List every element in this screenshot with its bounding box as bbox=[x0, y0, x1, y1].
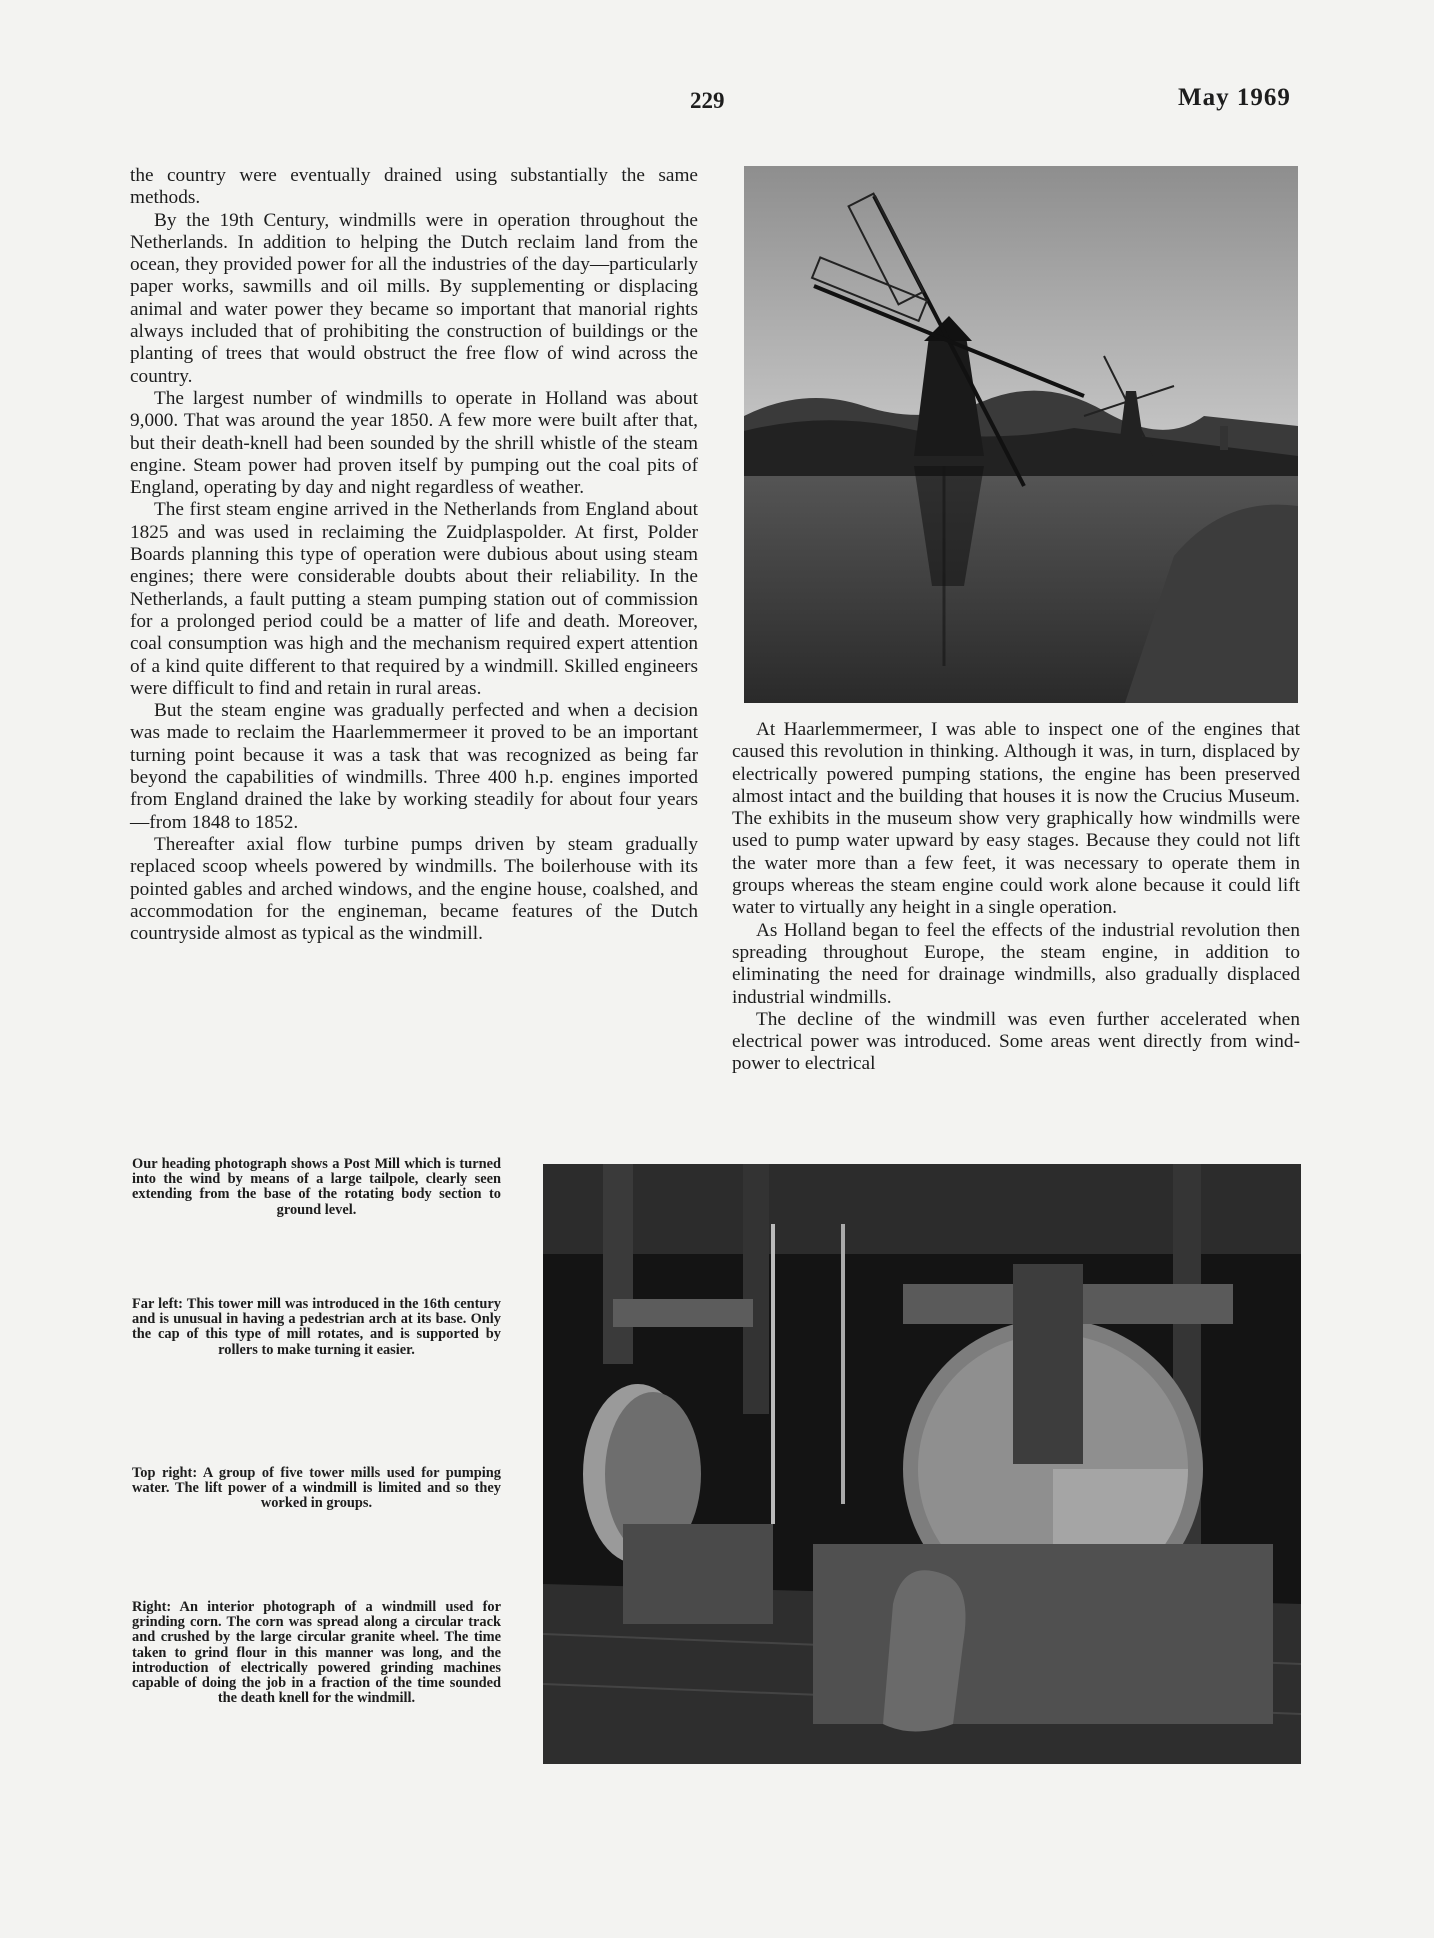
paragraph: As Holland began to feel the effects of the industrial revolution then spreading throughout Europe, the steam engine, in addition to eliminating the need for drainage windmills, also gradually displaced industrial windmills. bbox=[732, 919, 1300, 1008]
caption-right: Right: An interior photograph of a windmill used for grinding corn. The corn was spread along a circular track and crushed by the large circular granite wheel. The time taken to grind flour in this manner was long, and the introduction of electrically powered grinding machines capable of doing the job in a fraction of the time sounded the death knell for the windmill. bbox=[132, 1599, 501, 1707]
paragraph: The decline of the windmill was even further accelerated when electrical power was introduced. Some areas went directly from wind-power to electrical bbox=[732, 1008, 1300, 1075]
paragraph: Thereafter axial flow turbine pumps driven by steam gradually replaced scoop wheels powered by windmills. The boilerhouse with its pointed gables and arched windows, and the engine house, coalshed, and accommodation for the engineman, became features of the Dutch countryside almost as typical as the windmill. bbox=[130, 833, 698, 945]
caption-far-left: Far left: This tower mill was introduced in the 16th century and is unusual in having a pedestrian arch at its base. Only the cap of this type of mill rotates, and is supported by rollers to make turning it easier. bbox=[132, 1296, 501, 1358]
paragraph: But the steam engine was gradually perfected and when a decision was made to reclaim the Haarlemmermeer it proved to be an important turning point because it was a task that was recognized as being far beyond the capabilities of windmills. Three 400 h.p. engines imported from England drained the lake by working steadily for about four years—from 1848 to 1852. bbox=[130, 700, 698, 833]
mill-interior-photo bbox=[543, 1164, 1301, 1764]
windmills-photo bbox=[744, 166, 1298, 703]
paragraph: By the 19th Century, windmills were in operation throughout the Netherlands. In addition to helping the Dutch reclaim land from the ocean, they provided power for all the industries of the day—particularly paper works, sawmills and oil mills. By supplementing or displacing animal and water power they became so important that manorial rights always included that of prohibiting the construction of buildings or the planting of trees that would obstruct the free flow of wind across the country. bbox=[130, 209, 698, 387]
page-number: 229 bbox=[690, 88, 725, 113]
paragraph: At Haarlemmermeer, I was able to inspect one of the engines that caused this revolution in thinking. Although it was, in turn, displaced by electrically powered pumping stations, the engine has been preserved almost intact and the building that houses it is now the Crucius Museum. The exhibits in the museum show very graphically how windmills were used to pump water upward by easy stages. Because they could not lift the water more than a few feet, it was necessary to operate them in groups whereas the steam engine could work alone because it could lift water to virtually any height in a single operation. bbox=[732, 719, 1300, 919]
paragraph: The first steam engine arrived in the Netherlands from England about 1825 and was used in reclaiming the Zuidplaspolder. At first, Polder Boards planning this type of operation were dubious about using steam engines; there were considerable doubts about their reliability. In the Netherlands, a fault putting a steam pumping station out of commission for a prolonged period could be a matter of life and death. Moreover, coal consumption was high and the mechanism required expert attention of a kind quite different to that required by a windmill. Skilled engineers were difficult to find and retain in rural areas. bbox=[130, 499, 698, 699]
issue-date: May 1969 bbox=[1178, 84, 1291, 111]
right-column bbox=[732, 719, 1300, 1076]
paragraph: The largest number of windmills to operate in Holland was about 9,000. That was around the year 1850. A few more were built after that, but their death-knell had been sounded by the shrill whistle of the steam engine. Steam power had proven itself by pumping out the coal pits of England, operating by day and night regardless of weather. bbox=[130, 387, 698, 499]
caption-top-right: Top right: A group of five tower mills used for pumping water. The lift power of a windmill is limited and so they worked in groups. bbox=[132, 1465, 501, 1512]
caption-heading-photo: Our heading photograph shows a Post Mill which is turned into the wind by means of a large tailpole, clearly seen extending from the base of the rotating body section to ground level. bbox=[132, 1156, 501, 1218]
paragraph: the country were eventually drained using substantially the same methods. bbox=[130, 165, 698, 209]
left-column bbox=[130, 165, 698, 945]
